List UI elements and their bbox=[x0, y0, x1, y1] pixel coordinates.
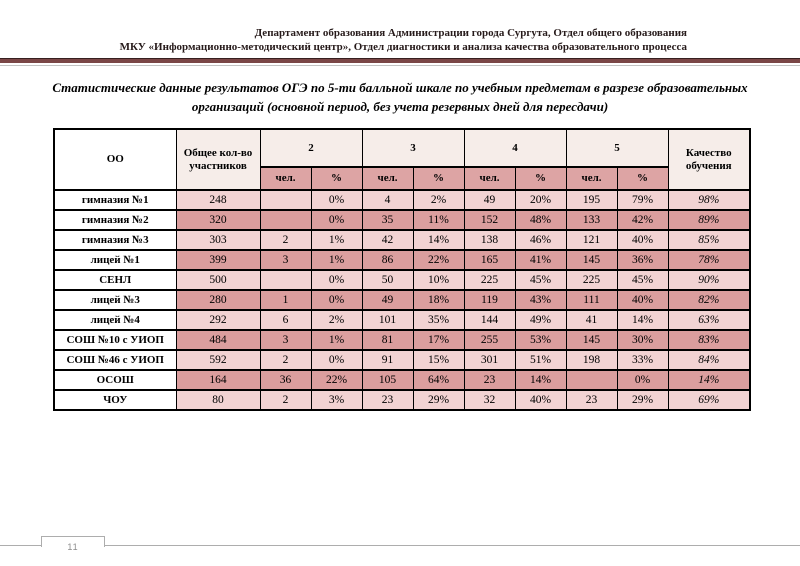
score5-count-cell: 145 bbox=[566, 250, 617, 270]
score5-pct-cell: 0% bbox=[617, 370, 668, 390]
quality-cell: 89% bbox=[668, 210, 750, 230]
score4-count-cell: 119 bbox=[464, 290, 515, 310]
score2-count-cell: 6 bbox=[260, 310, 311, 330]
score3-count-cell: 81 bbox=[362, 330, 413, 350]
score4-count-cell: 32 bbox=[464, 390, 515, 410]
score2-pct-cell: 0% bbox=[311, 350, 362, 370]
score2-count-cell: 3 bbox=[260, 330, 311, 350]
slide-title-line1: Статистические данные результатов ОГЭ по 5-ти балльной шкале по учебным предметам в разрезе образовательных bbox=[52, 80, 748, 95]
table-row bbox=[54, 250, 750, 270]
score4-count-cell: 138 bbox=[464, 230, 515, 250]
score5-count-cell: 23 bbox=[566, 390, 617, 410]
score5-pct-cell: 40% bbox=[617, 290, 668, 310]
score3-count-cell: 86 bbox=[362, 250, 413, 270]
score2-count-cell: 2 bbox=[260, 350, 311, 370]
score5-pct-cell: 40% bbox=[617, 230, 668, 250]
col-header-oo: ОО bbox=[54, 129, 176, 190]
score5-count-cell: 111 bbox=[566, 290, 617, 310]
slide-title-line2: организаций (основной период, без учета резервных дней для пересдачи) bbox=[191, 99, 609, 114]
table-row bbox=[54, 290, 750, 310]
score3-count-cell: 105 bbox=[362, 370, 413, 390]
score4-pct-cell: 48% bbox=[515, 210, 566, 230]
score4-pct-cell: 14% bbox=[515, 370, 566, 390]
score3-pct-cell: 14% bbox=[413, 230, 464, 250]
score3-count-cell: 101 bbox=[362, 310, 413, 330]
score3-count-cell: 35 bbox=[362, 210, 413, 230]
score4-pct-cell: 43% bbox=[515, 290, 566, 310]
score2-pct-cell: 0% bbox=[311, 270, 362, 290]
score5-pct-cell: 36% bbox=[617, 250, 668, 270]
col-header-total: Общее кол-во участников bbox=[176, 129, 260, 190]
score4-count-cell: 144 bbox=[464, 310, 515, 330]
table-row bbox=[54, 370, 750, 390]
total-cell: 399 bbox=[176, 250, 260, 270]
score2-pct-cell: 0% bbox=[311, 290, 362, 310]
subheader-percent-2: % bbox=[311, 167, 362, 190]
score3-pct-cell: 18% bbox=[413, 290, 464, 310]
score5-count-cell: 195 bbox=[566, 190, 617, 210]
score5-count-cell bbox=[566, 370, 617, 390]
score2-pct-cell: 3% bbox=[311, 390, 362, 410]
score3-count-cell: 23 bbox=[362, 390, 413, 410]
score5-count-cell: 198 bbox=[566, 350, 617, 370]
score4-pct-cell: 51% bbox=[515, 350, 566, 370]
divider-gray-line bbox=[0, 65, 800, 66]
score3-pct-cell: 35% bbox=[413, 310, 464, 330]
table-row bbox=[54, 190, 750, 210]
school-name: лицей №3 bbox=[54, 290, 176, 310]
total-cell: 292 bbox=[176, 310, 260, 330]
org-header-line2: МКУ «Информационно-методический центр», Отдел диагностики и анализа качества образовательного процесса bbox=[119, 41, 687, 53]
score4-count-cell: 152 bbox=[464, 210, 515, 230]
table-row bbox=[54, 210, 750, 230]
score5-count-cell: 133 bbox=[566, 210, 617, 230]
score4-count-cell: 301 bbox=[464, 350, 515, 370]
header-divider-rule bbox=[0, 58, 800, 66]
school-name: СОШ №10 с УИОП bbox=[54, 330, 176, 350]
table-row bbox=[54, 270, 750, 290]
score2-count-cell: 36 bbox=[260, 370, 311, 390]
org-header-line1: Департамент образования Администрации города Сургута, Отдел общего образования bbox=[254, 27, 687, 39]
score3-pct-cell: 17% bbox=[413, 330, 464, 350]
col-header-quality: Качество обучения bbox=[668, 129, 750, 190]
score4-pct-cell: 46% bbox=[515, 230, 566, 250]
total-cell: 592 bbox=[176, 350, 260, 370]
score5-pct-cell: 29% bbox=[617, 390, 668, 410]
total-cell: 320 bbox=[176, 210, 260, 230]
quality-cell: 85% bbox=[668, 230, 750, 250]
score5-pct-cell: 33% bbox=[617, 350, 668, 370]
school-name: гимназия №3 bbox=[54, 230, 176, 250]
score4-count-cell: 49 bbox=[464, 190, 515, 210]
col-header-score-2: 2 bbox=[260, 129, 362, 167]
score3-pct-cell: 15% bbox=[413, 350, 464, 370]
score2-pct-cell: 0% bbox=[311, 210, 362, 230]
table-row bbox=[54, 390, 750, 410]
school-name: СОШ №46 с УИОП bbox=[54, 350, 176, 370]
score4-pct-cell: 41% bbox=[515, 250, 566, 270]
score4-count-cell: 23 bbox=[464, 370, 515, 390]
score2-count-cell bbox=[260, 190, 311, 210]
score5-pct-cell: 79% bbox=[617, 190, 668, 210]
school-name: ОСОШ bbox=[54, 370, 176, 390]
score3-pct-cell: 29% bbox=[413, 390, 464, 410]
quality-cell: 98% bbox=[668, 190, 750, 210]
score4-count-cell: 225 bbox=[464, 270, 515, 290]
score2-pct-cell: 1% bbox=[311, 230, 362, 250]
total-cell: 500 bbox=[176, 270, 260, 290]
subheader-people-4: чел. bbox=[464, 167, 515, 190]
school-name: лицей №1 bbox=[54, 250, 176, 270]
score5-count-cell: 41 bbox=[566, 310, 617, 330]
quality-cell: 84% bbox=[668, 350, 750, 370]
score2-pct-cell: 22% bbox=[311, 370, 362, 390]
org-header bbox=[120, 26, 687, 54]
score2-count-cell bbox=[260, 210, 311, 230]
score4-count-cell: 165 bbox=[464, 250, 515, 270]
total-cell: 248 bbox=[176, 190, 260, 210]
score4-pct-cell: 53% bbox=[515, 330, 566, 350]
quality-cell: 63% bbox=[668, 310, 750, 330]
score3-pct-cell: 22% bbox=[413, 250, 464, 270]
quality-cell: 69% bbox=[668, 390, 750, 410]
score2-count-cell: 3 bbox=[260, 250, 311, 270]
footer-line bbox=[0, 545, 800, 546]
score5-pct-cell: 45% bbox=[617, 270, 668, 290]
total-cell: 280 bbox=[176, 290, 260, 310]
school-name: ЧОУ bbox=[54, 390, 176, 410]
total-cell: 303 bbox=[176, 230, 260, 250]
school-name: гимназия №2 bbox=[54, 210, 176, 230]
score2-pct-cell: 2% bbox=[311, 310, 362, 330]
subheader-percent-4: % bbox=[515, 167, 566, 190]
school-name: гимназия №1 bbox=[54, 190, 176, 210]
score2-count-cell bbox=[260, 270, 311, 290]
score3-count-cell: 91 bbox=[362, 350, 413, 370]
score2-pct-cell: 1% bbox=[311, 330, 362, 350]
score5-count-cell: 145 bbox=[566, 330, 617, 350]
total-cell: 164 bbox=[176, 370, 260, 390]
table-row bbox=[54, 230, 750, 250]
score4-count-cell: 255 bbox=[464, 330, 515, 350]
col-header-score-3: 3 bbox=[362, 129, 464, 167]
score3-count-cell: 42 bbox=[362, 230, 413, 250]
table-row bbox=[54, 350, 750, 370]
subheader-percent-3: % bbox=[413, 167, 464, 190]
school-name: лицей №4 bbox=[54, 310, 176, 330]
quality-cell: 78% bbox=[668, 250, 750, 270]
score3-pct-cell: 11% bbox=[413, 210, 464, 230]
quality-cell: 83% bbox=[668, 330, 750, 350]
score5-pct-cell: 14% bbox=[617, 310, 668, 330]
score5-pct-cell: 30% bbox=[617, 330, 668, 350]
score4-pct-cell: 20% bbox=[515, 190, 566, 210]
score4-pct-cell: 40% bbox=[515, 390, 566, 410]
page-number-tab bbox=[41, 536, 105, 552]
page-number: 11 bbox=[67, 542, 79, 552]
col-header-score-5: 5 bbox=[566, 129, 668, 167]
score4-pct-cell: 45% bbox=[515, 270, 566, 290]
table-row bbox=[54, 330, 750, 350]
col-header-score-4: 4 bbox=[464, 129, 566, 167]
score5-count-cell: 121 bbox=[566, 230, 617, 250]
quality-cell: 14% bbox=[668, 370, 750, 390]
total-cell: 484 bbox=[176, 330, 260, 350]
score2-count-cell: 2 bbox=[260, 230, 311, 250]
score2-pct-cell: 0% bbox=[311, 190, 362, 210]
header-row-groups bbox=[54, 129, 750, 167]
results-table bbox=[53, 128, 751, 411]
score5-pct-cell: 42% bbox=[617, 210, 668, 230]
quality-cell: 90% bbox=[668, 270, 750, 290]
subheader-people-5: чел. bbox=[566, 167, 617, 190]
subheader-people-3: чел. bbox=[362, 167, 413, 190]
score2-count-cell: 2 bbox=[260, 390, 311, 410]
score3-count-cell: 49 bbox=[362, 290, 413, 310]
school-name: СЕНЛ bbox=[54, 270, 176, 290]
score2-pct-cell: 1% bbox=[311, 250, 362, 270]
score2-count-cell: 1 bbox=[260, 290, 311, 310]
score3-count-cell: 4 bbox=[362, 190, 413, 210]
subheader-percent-5: % bbox=[617, 167, 668, 190]
quality-cell: 82% bbox=[668, 290, 750, 310]
score3-pct-cell: 10% bbox=[413, 270, 464, 290]
table-row bbox=[54, 310, 750, 330]
subheader-people-2: чел. bbox=[260, 167, 311, 190]
score3-pct-cell: 2% bbox=[413, 190, 464, 210]
total-cell: 80 bbox=[176, 390, 260, 410]
score3-count-cell: 50 bbox=[362, 270, 413, 290]
score3-pct-cell: 64% bbox=[413, 370, 464, 390]
score5-count-cell: 225 bbox=[566, 270, 617, 290]
score4-pct-cell: 49% bbox=[515, 310, 566, 330]
slide-title bbox=[0, 78, 800, 116]
